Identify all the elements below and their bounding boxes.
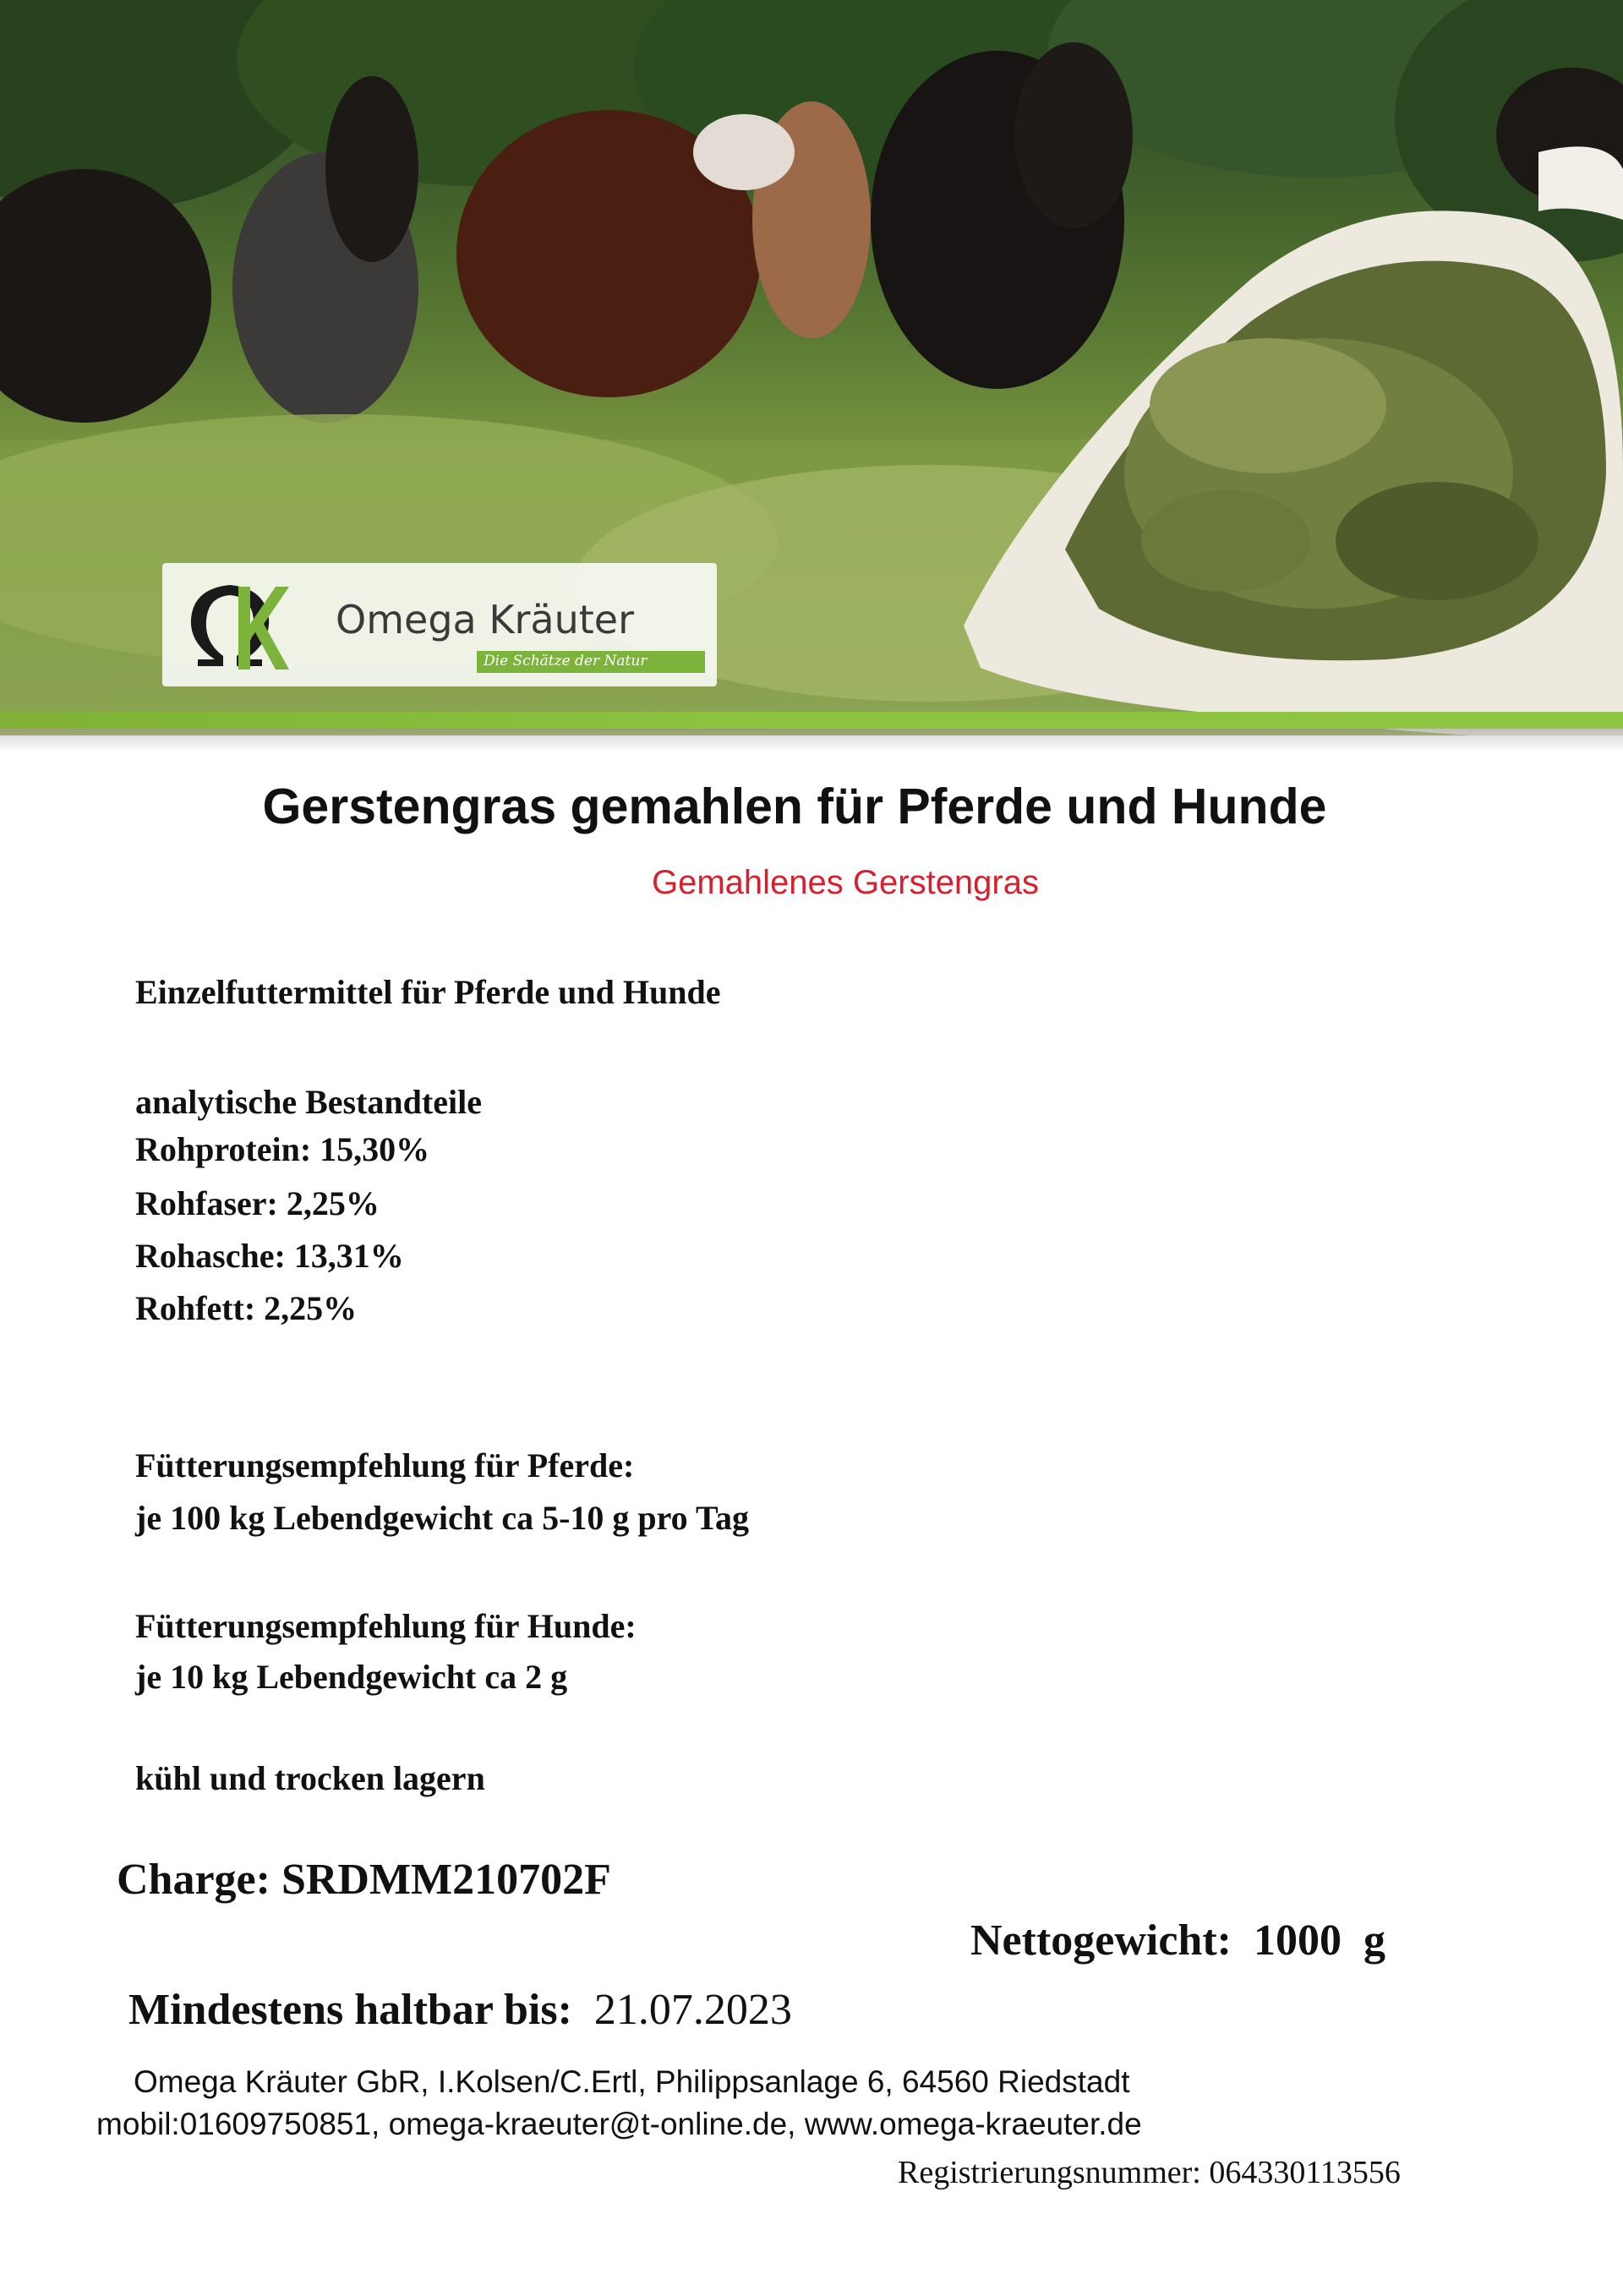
net-weight-value: 1000 [1253,1916,1342,1965]
best-before-label: Mindestens haltbar bis: [128,1986,572,2034]
best-before-line [128,1987,792,2034]
footer-address: Omega Kräuter GbR, I.Kolsen/C.Ertl, Philippsanlage 6, 64560 Riedstadt [134,2064,1130,2099]
analysis-value: 13,31% [293,1237,404,1275]
storage-note: kühl und trocken lagern [135,1759,485,1797]
product-title: Gerstengras gemahlen für Pferde und Hunde [262,779,1327,834]
analysis-label: Rohfett: [135,1289,256,1327]
analysis-row-protein [135,1126,429,1173]
net-weight-label: Nettogewicht: [970,1916,1232,1965]
green-divider-bar [0,712,1623,729]
feeding-dogs-text: je 10 kg Lebendgewicht ca 2 g [135,1658,568,1696]
footer-contact: mobil:01609750851, omega-kraeuter@t-online.de, www.omega-kraeuter.de [96,2107,1142,2141]
analysis-label: Rohprotein: [135,1130,312,1168]
analysis-label: Rohfaser: [135,1184,278,1222]
product-subtitle: Gemahlenes Gerstengras [651,864,1039,901]
analysis-label: Rohasche: [135,1237,286,1275]
batch-value: SRDMM210702F [281,1856,611,1904]
analysis-value: 2,25% [286,1184,380,1222]
feeding-horses-heading: Fütterungsempfehlung für Pferde: [135,1446,635,1484]
brand-name: Omega Kräuter [336,597,634,642]
net-weight-line [970,1917,1385,1965]
registration-number: Registrierungsnummer: 064330113556 [898,2155,1401,2190]
product-category: Einzelfuttermittel für Pferde und Hunde [135,973,721,1011]
analysis-value: 2,25% [264,1289,358,1327]
best-before-value: 21.07.2023 [593,1986,792,2034]
omega-k-logo-mark-icon [181,575,291,675]
net-weight-unit: g [1363,1916,1385,1965]
batch-line [117,1856,611,1904]
feeding-horses-text: je 100 kg Lebendgewicht ca 5-10 g pro Tag [135,1499,749,1537]
analysis-row-fiber [135,1180,380,1227]
feeding-dogs-heading: Fütterungsempfehlung für Hunde: [135,1607,637,1645]
brand-tagline: Die Schätze der Natur [484,653,648,670]
analysis-heading: analytische Bestandteile [135,1083,482,1121]
analysis-row-ash [135,1233,404,1280]
batch-label: Charge: [117,1856,270,1904]
divider-shadow [0,729,1623,752]
brand-logo [162,563,717,686]
analysis-row-fat [135,1285,357,1332]
analysis-value: 15,30% [320,1130,430,1168]
tagline-strip [477,651,705,673]
